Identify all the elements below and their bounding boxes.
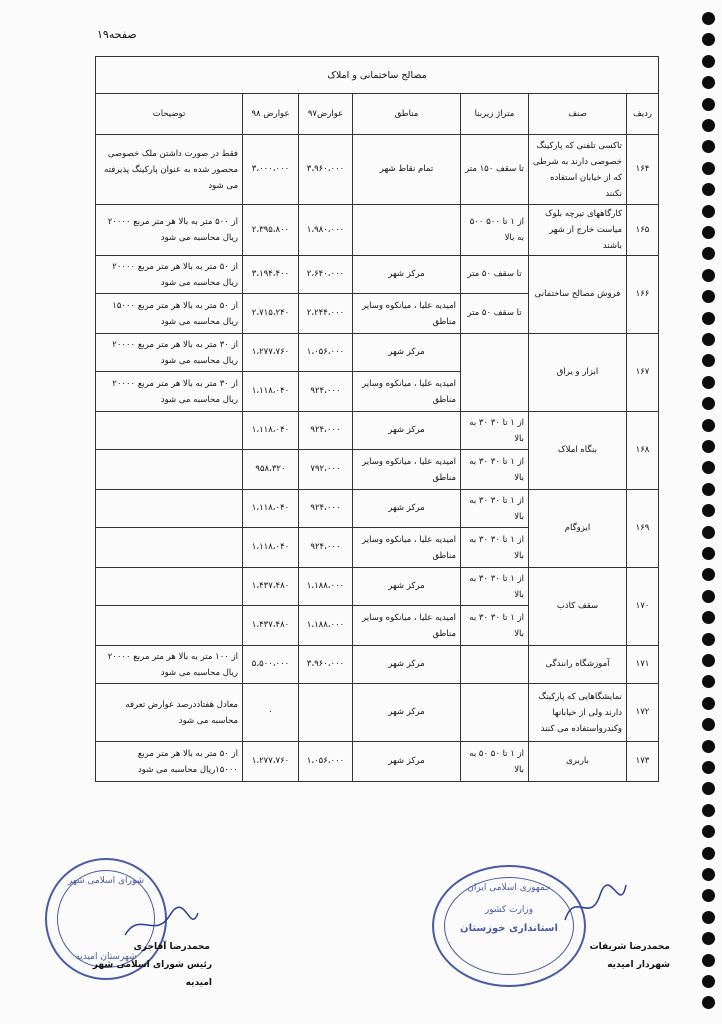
binding-hole	[702, 247, 715, 260]
row-notes	[96, 412, 243, 450]
binding-hole	[702, 975, 715, 988]
binding-hole	[702, 911, 715, 924]
row-area: تا سقف ۱۵۰ متر	[461, 135, 529, 205]
row-fee-97: ۹۲۴،۰۰۰	[299, 490, 353, 528]
row-fee-98: ۱،۲۷۷،۷۶۰	[243, 334, 299, 372]
row-fee-97: ۹۲۴،۰۰۰	[299, 528, 353, 568]
row-region: مرکز شهر	[353, 334, 461, 372]
row-area	[461, 646, 529, 684]
binding-hole	[702, 205, 715, 218]
binding-hole	[702, 290, 715, 303]
fee-table	[95, 56, 659, 782]
binding-hole	[702, 354, 715, 367]
binding-hole	[702, 12, 715, 25]
header-fee-98: عوارض ۹۸	[243, 94, 299, 135]
binding-hole	[702, 740, 715, 753]
row-fee-97: ۱،۱۸۸،۰۰۰	[299, 568, 353, 606]
row-fee-97: ۹۲۴،۰۰۰	[299, 372, 353, 412]
table-row	[96, 205, 659, 256]
header-row-number: ردیف	[627, 94, 659, 135]
row-fee-98: ۲،۳۹۵،۸۰۰	[243, 205, 299, 256]
row-number: ۱۷۱	[627, 646, 659, 684]
table-row	[96, 412, 659, 450]
row-fee-98: ۳،۰۰۰،۰۰۰	[243, 135, 299, 205]
binding-hole	[702, 868, 715, 881]
row-area: تا سقف ۵۰ متر	[461, 294, 529, 334]
binding-hole	[702, 119, 715, 132]
binding-hole	[702, 718, 715, 731]
row-notes: از ۵۰ متر به بالا هر متر مربع ۲۰۰۰۰ ریال محاسبه می شود	[96, 256, 243, 294]
binding-hole	[702, 526, 715, 539]
binding-hole	[702, 461, 715, 474]
row-number: ۱۷۲	[627, 684, 659, 742]
row-fee-98: ۱،۴۳۷،۴۸۰	[243, 568, 299, 606]
binding-hole	[702, 675, 715, 688]
row-number: ۱۶۶	[627, 256, 659, 334]
table-row	[96, 135, 659, 205]
mayor-title: شهردار امیدیه	[607, 960, 670, 970]
row-area: از ۱ تا ۳۰ ۳۰ به بالا	[461, 450, 529, 490]
row-region: مرکز شهر	[353, 742, 461, 782]
binding-hole	[702, 33, 715, 46]
row-category: سقف کاذب	[529, 568, 627, 646]
binding-hole	[702, 397, 715, 410]
row-notes: از ۳۰ متر به بالا هر متر مربع ۲۰۰۰۰ ریال محاسبه می شود	[96, 334, 243, 372]
gov-stamp-top: جمهوری اسلامی ایران	[467, 883, 551, 893]
binding-hole	[702, 654, 715, 667]
header-region: مناطق	[353, 94, 461, 135]
row-fee-97: ۳،۹۶۰،۰۰۰	[299, 135, 353, 205]
row-fee-97: ۲،۶۴۰،۰۰۰	[299, 256, 353, 294]
row-area: از ۱ تا ۳۰ ۳۰ به بالا	[461, 528, 529, 568]
row-fee-97	[299, 684, 353, 742]
row-category: کارگاههای تیرچه بلوک میاست خارج از شهر باشند	[529, 205, 627, 256]
table-row	[96, 568, 659, 606]
row-fee-98: ۳،۱۹۴،۴۰۰	[243, 256, 299, 294]
row-notes: از ۵۰ متر به بالا هر متر مربع ۱۵۰۰۰ریال محاسبه می شود	[96, 742, 243, 782]
row-notes: از ۳۰ متر به بالا هر متر مربع ۲۰۰۰۰ ریال محاسبه می شود	[96, 372, 243, 412]
table-row	[96, 334, 659, 372]
binding-hole	[702, 504, 715, 517]
row-fee-97: ۲،۲۴۴،۰۰۰	[299, 294, 353, 334]
row-number: ۱۷۳	[627, 742, 659, 782]
row-region	[353, 205, 461, 256]
binding-hole	[702, 98, 715, 111]
binding-hole	[702, 954, 715, 967]
row-notes	[96, 528, 243, 568]
mayor-name: محمدرضا شریفات	[589, 942, 670, 952]
row-fee-98: ۱،۱۱۸،۰۴۰	[243, 412, 299, 450]
header-category: صنف	[529, 94, 627, 135]
row-region: امیدیه علیا ، میانکوه وسایر مناطق	[353, 528, 461, 568]
row-region: مرکز شهر	[353, 490, 461, 528]
row-category: بنگاه املاک	[529, 412, 627, 490]
header-notes: توضیحات	[96, 94, 243, 135]
binding-hole	[702, 825, 715, 838]
binding-hole	[702, 183, 715, 196]
row-fee-98: ۲،۷۱۵،۲۴۰	[243, 294, 299, 334]
row-fee-98: ۵،۵۰۰،۰۰۰	[243, 646, 299, 684]
row-notes: از ۱۰۰ متر به بالا هر متر مربع ۲۰۰۰۰ ریال محاسبه می شود	[96, 646, 243, 684]
row-category: فروش مصالح ساختمانی	[529, 256, 627, 334]
row-region: مرکز شهر	[353, 568, 461, 606]
row-area: از ۱ تا ۳۰ ۳۰ به بالا	[461, 412, 529, 450]
row-notes	[96, 568, 243, 606]
binding-hole	[702, 419, 715, 432]
council-stamp-top: شورای اسلامی شهر	[67, 876, 145, 886]
row-fee-98: ۱،۴۳۷،۴۸۰	[243, 606, 299, 646]
row-number: ۱۶۵	[627, 205, 659, 256]
row-notes: از ۵۰۰ متر به بالا هر متر مربع ۲۰۰۰۰ ریال محاسبه می شود	[96, 205, 243, 256]
row-region: مرکز شهر	[353, 684, 461, 742]
binding-hole	[702, 483, 715, 496]
row-notes: معادل هفتاددرصد عوارض تعرفه محاسبه می شود	[96, 684, 243, 742]
row-number: ۱۶۸	[627, 412, 659, 490]
row-region: امیدیه علیا ، میانکوه وسایر مناطق	[353, 450, 461, 490]
binding-hole	[702, 889, 715, 902]
binding-hole	[702, 761, 715, 774]
binding-hole	[702, 333, 715, 346]
binding-hole	[702, 633, 715, 646]
council-head-title: رئیس شورای اسلامی شهر امیدیه	[92, 960, 212, 988]
spiral-binding	[698, 0, 718, 1024]
row-fee-97: ۱،۰۵۶،۰۰۰	[299, 742, 353, 782]
row-fee-97: ۱،۰۵۶،۰۰۰	[299, 334, 353, 372]
header-area: متراژ زیربنا	[461, 94, 529, 135]
binding-hole	[702, 611, 715, 624]
row-region: مرکز شهر	[353, 256, 461, 294]
row-region: امیدیه علیا ، میانکوه وسایر مناطق	[353, 372, 461, 412]
row-notes	[96, 450, 243, 490]
row-area	[461, 334, 529, 412]
row-area: از ۱ تا ۵۰۰ ۵۰۰ به بالا	[461, 205, 529, 256]
table-row	[96, 490, 659, 528]
binding-hole	[702, 162, 715, 175]
header-fee-97: عوارض۹۷	[299, 94, 353, 135]
row-region: مرکز شهر	[353, 646, 461, 684]
row-fee-98: ۹۵۸،۳۲۰	[243, 450, 299, 490]
row-category: تاکسی تلفنی که پارکینگ خصوصی دارند به شرطی که از خیابان استفاده نکنند	[529, 135, 627, 205]
binding-hole	[702, 312, 715, 325]
row-number: ۱۶۴	[627, 135, 659, 205]
row-region: مرکز شهر	[353, 412, 461, 450]
row-area: تا سقف ۵۰ متر	[461, 256, 529, 294]
binding-hole	[702, 440, 715, 453]
row-notes: فقط در صورت داشتن ملک خصوصی محصور شده به عنوان پارکینگ پذیرفته می شود	[96, 135, 243, 205]
binding-hole	[702, 547, 715, 560]
binding-hole	[702, 847, 715, 860]
binding-hole	[702, 932, 715, 945]
row-fee-97: ۳،۹۶۰،۰۰۰	[299, 646, 353, 684]
binding-hole	[702, 376, 715, 389]
row-number: ۱۶۹	[627, 490, 659, 568]
row-fee-97: ۱،۹۸۰،۰۰۰	[299, 205, 353, 256]
row-category: ایزوگام	[529, 490, 627, 568]
table-title: مصالح ساختمانی و املاک	[96, 57, 659, 94]
row-fee-98: ۱،۱۱۸،۰۴۰	[243, 528, 299, 568]
binding-hole	[702, 697, 715, 710]
binding-hole	[702, 590, 715, 603]
row-category: باربری	[529, 742, 627, 782]
row-area: از ۱ تا ۳۰ ۳۰ به بالا	[461, 490, 529, 528]
council-head-name: محمدرضا آقاجری	[133, 942, 210, 952]
binding-hole	[702, 804, 715, 817]
table-row	[96, 646, 659, 684]
row-notes: از ۵۰ متر به بالا هر متر مربع ۱۵۰۰۰ ریال محاسبه می شود	[96, 294, 243, 334]
table-row	[96, 684, 659, 742]
binding-hole	[702, 568, 715, 581]
table-row	[96, 742, 659, 782]
row-fee-97: ۱،۱۸۸،۰۰۰	[299, 606, 353, 646]
row-fee-97: ۷۹۲،۰۰۰	[299, 450, 353, 490]
row-region: تمام نقاط شهر	[353, 135, 461, 205]
council-stamp-bottom: شهرستان امیدیه	[75, 952, 137, 962]
row-fee-97: ۹۲۴،۰۰۰	[299, 412, 353, 450]
table-row	[96, 256, 659, 294]
row-fee-98: ۱،۱۱۸،۰۴۰	[243, 490, 299, 528]
gov-stamp-mid: وزارت کشور	[484, 905, 534, 915]
row-area: از ۱ تا ۳۰ ۳۰ به بالا	[461, 606, 529, 646]
row-fee-98: ۱،۲۷۷،۷۶۰	[243, 742, 299, 782]
row-area	[461, 684, 529, 742]
row-number: ۱۷۰	[627, 568, 659, 646]
binding-hole	[702, 782, 715, 795]
binding-hole	[702, 140, 715, 153]
row-region: امیدیه علیا ، میانکوه وسایر مناطق	[353, 294, 461, 334]
binding-hole	[702, 226, 715, 239]
binding-hole	[702, 269, 715, 282]
row-region: امیدیه علیا ، میانکوه وسایر مناطق	[353, 606, 461, 646]
row-notes	[96, 490, 243, 528]
row-fee-98: ۱،۱۱۸،۰۴۰	[243, 372, 299, 412]
row-category: ابزار و یراق	[529, 334, 627, 412]
binding-hole	[702, 996, 715, 1009]
binding-hole	[702, 76, 715, 89]
page-number: صفحه۱۹	[97, 28, 137, 41]
row-category: آموزشگاه رانندگی	[529, 646, 627, 684]
gov-stamp-main: استانداری خوزستان	[460, 923, 558, 934]
row-number: ۱۶۷	[627, 334, 659, 412]
row-category: نمایشگاهایی که پارکینگ دارند ولی از خیابانها وکندرواستفاده می کنند	[529, 684, 627, 742]
row-area: از ۱ تا ۳۰ ۳۰ به بالا	[461, 568, 529, 606]
mayor-signature	[560, 880, 630, 930]
row-notes	[96, 606, 243, 646]
row-fee-98: ۰	[243, 684, 299, 742]
binding-hole	[702, 55, 715, 68]
row-area: از ۱ تا ۵۰ ۵۰ به بالا	[461, 742, 529, 782]
